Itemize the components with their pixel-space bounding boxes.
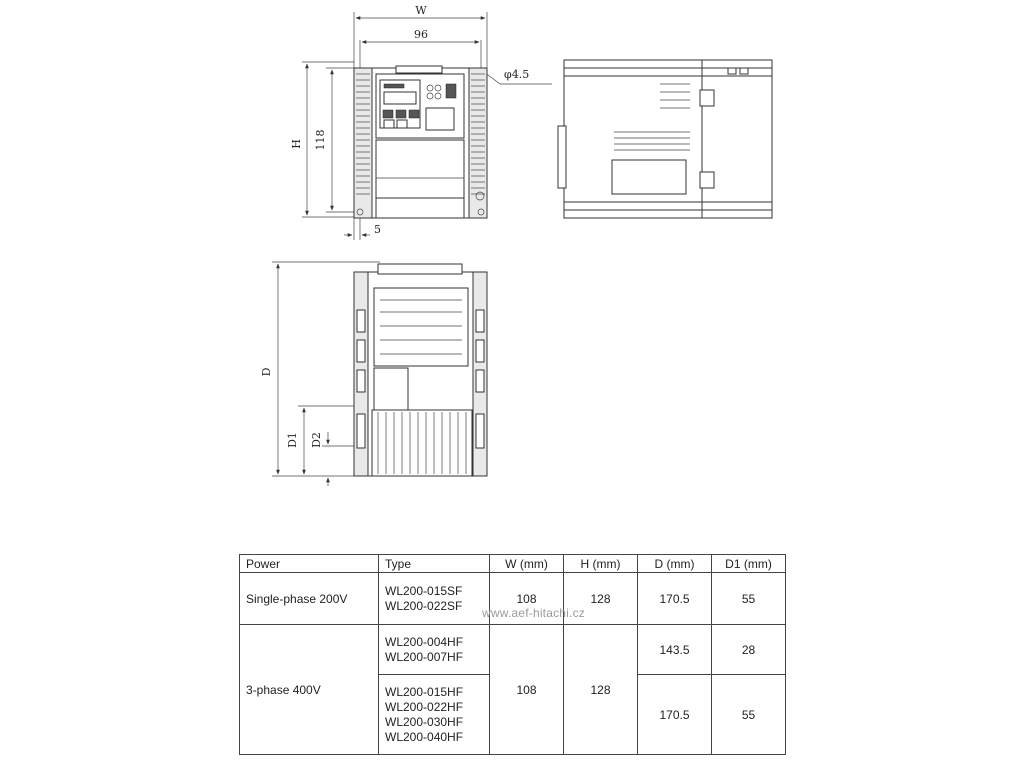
type-model: WL200-007HF [385, 649, 464, 664]
type-model: WL200-022HF [385, 699, 464, 714]
type-model: WL200-004HF [385, 634, 464, 649]
spec-table [239, 554, 786, 755]
type-cell [379, 573, 490, 625]
dim-d-label: D [260, 367, 273, 377]
header-w: W (mm) [490, 555, 564, 573]
dim-96-label: 96 [414, 28, 428, 41]
dim-d1-label: D1 [286, 432, 299, 448]
d1-cell: 28 [712, 625, 786, 675]
h-cell: 128 [564, 625, 638, 755]
d1-cell: 55 [712, 573, 786, 625]
dim-118-label: 118 [314, 129, 327, 151]
dim-5-label: 5 [374, 223, 381, 236]
power-cell: 3-phase 400V [240, 625, 379, 755]
front-view [290, 4, 552, 240]
h-cell: 128 [564, 573, 638, 625]
header-h: H (mm) [564, 555, 638, 573]
dim-hole-label: φ4.5 [504, 68, 530, 81]
d-cell: 170.5 [638, 573, 712, 625]
d1-cell: 55 [712, 675, 786, 755]
dim-w-label: W [415, 4, 427, 17]
d-cell: 143.5 [638, 625, 712, 675]
type-cell [379, 625, 490, 675]
header-power: Power [240, 555, 379, 573]
type-model: WL200-015HF [385, 684, 464, 699]
type-model: WL200-040HF [385, 729, 464, 744]
header-d: D (mm) [638, 555, 712, 573]
bottom-view [260, 262, 487, 486]
header-d1: D1 (mm) [712, 555, 786, 573]
w-cell: 108 [490, 573, 564, 625]
type-model: WL200-022SF [385, 598, 463, 613]
table-row [240, 625, 786, 675]
d-cell: 170.5 [638, 675, 712, 755]
header-type: Type [379, 555, 490, 573]
power-cell: Single-phase 200V [240, 573, 379, 625]
type-cell [379, 675, 490, 755]
type-model: WL200-015SF [385, 583, 463, 598]
type-model: WL200-030HF [385, 714, 464, 729]
table-header-row [240, 555, 786, 573]
side-view [558, 60, 772, 218]
dim-d2-label: D2 [310, 432, 323, 448]
watermark-text: www.aef-hitachi.cz [482, 606, 585, 620]
dim-h-label: H [290, 139, 303, 149]
w-cell: 108 [490, 625, 564, 755]
